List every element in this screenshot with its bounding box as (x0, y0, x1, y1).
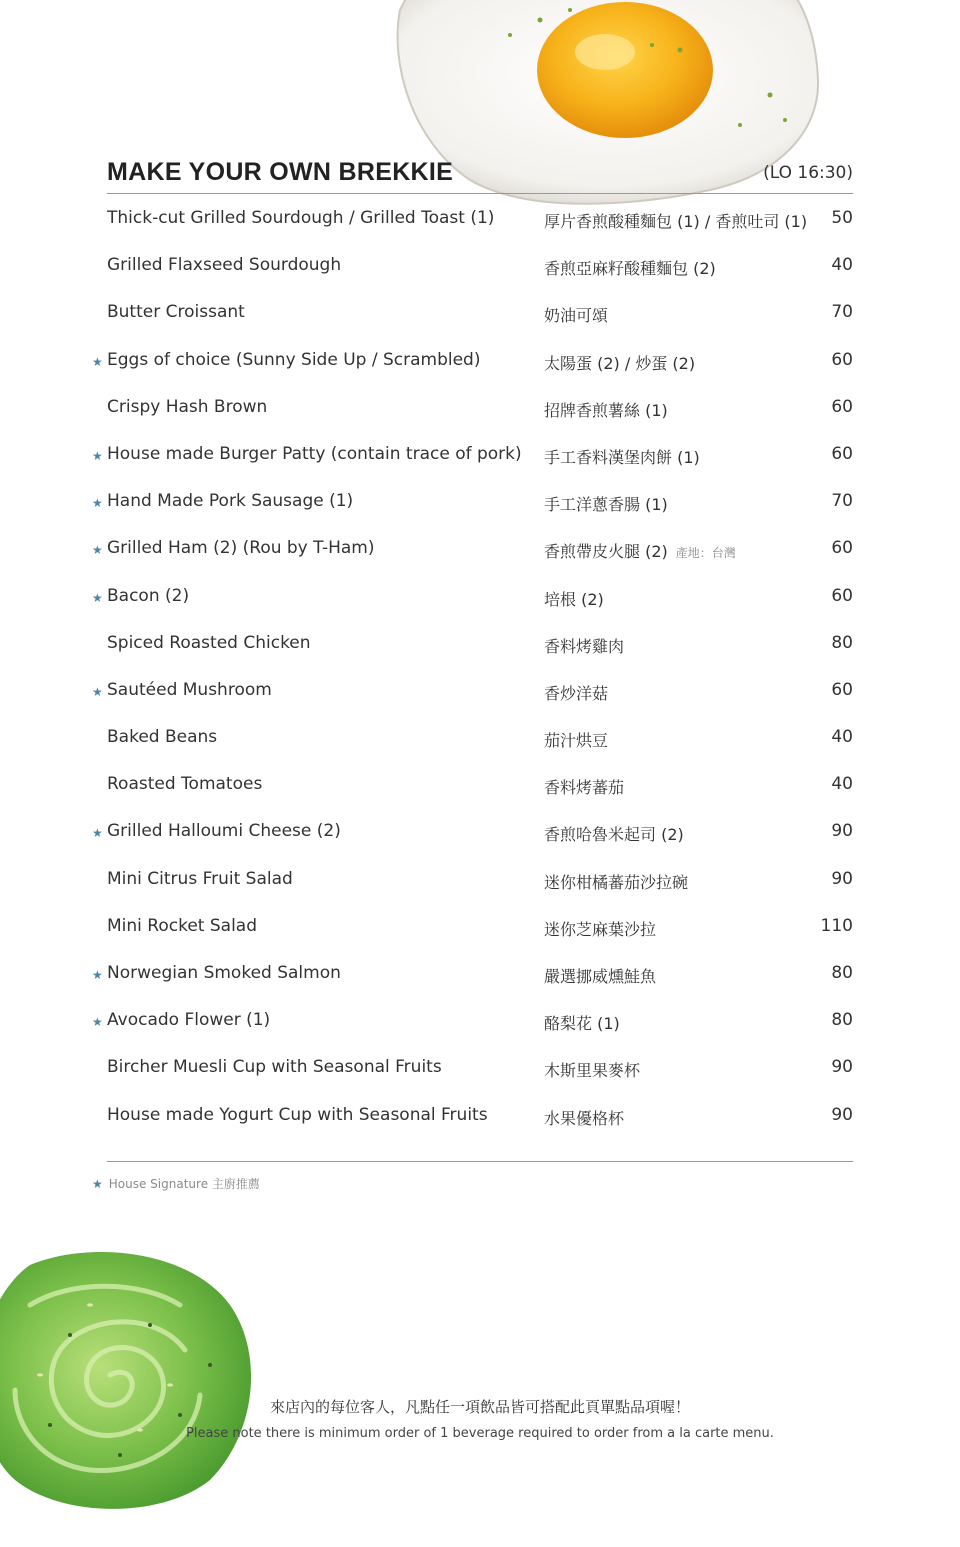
menu-item (0, 633, 960, 680)
signature-star-icon: ★ (92, 543, 103, 558)
menu-item-price: 70 (831, 491, 853, 512)
menu-list (0, 208, 960, 1152)
menu-item-name-en: Crispy Hash Brown (107, 396, 268, 417)
menu-item-name-zh-text: 香煎帶皮火腿 (2) (544, 542, 668, 562)
menu-item (0, 208, 960, 255)
menu-bottom-divider (107, 1161, 853, 1162)
menu-item-name-zh-text: 木斯里果麥杯 (544, 1061, 641, 1081)
menu-item-name-zh-text: 香煎亞麻籽酸種麵包 (2) (544, 259, 716, 279)
menu-item-name-en: Baked Beans (107, 727, 218, 748)
menu-item-name-en: Roasted Tomatoes (107, 774, 263, 795)
menu-item-name-zh-text: 培根 (2) (544, 589, 604, 609)
menu-item-price: 60 (831, 538, 853, 559)
menu-item-origin: 產地：台灣 (675, 546, 736, 561)
beverage-note-en: Please note there is minimum order of 1 beverage required to order from a la carte menu. (186, 1426, 774, 1441)
menu-item-price: 40 (831, 255, 853, 276)
menu-item-name-zh (544, 398, 668, 421)
menu-item-name-zh (544, 351, 695, 374)
menu-item-price: 60 (831, 443, 853, 464)
menu-item-name-zh-text: 迷你芝麻葉沙拉 (544, 919, 657, 939)
menu-item-price: 90 (831, 821, 853, 842)
menu-item-price: 40 (831, 774, 853, 795)
menu-item-name-zh (544, 539, 736, 562)
menu-item-name-zh-text: 手工香料漢堡肉餅 (1) (544, 447, 700, 467)
signature-star-icon: ★ (92, 448, 103, 463)
menu-item-name-en: Thick-cut Grilled Sourdough / Grilled Toast (1) (107, 208, 495, 228)
menu-item-name-zh (544, 1106, 624, 1129)
menu-item (0, 1010, 960, 1057)
menu-item-name-zh (544, 634, 624, 657)
menu-item-name-zh-text: 厚片香煎酸種麵包 (1) / 香煎吐司 (1) (544, 212, 808, 231)
menu-item-price: 90 (831, 1104, 853, 1125)
menu-item-name-en: House made Burger Patty (contain trace of pork) (107, 443, 522, 464)
signature-star-icon: ★ (92, 354, 103, 369)
menu-item-price: 50 (831, 208, 853, 228)
menu-item (0, 774, 960, 821)
menu-item-name-zh-text: 香煎哈魯米起司 (2) (544, 825, 684, 845)
menu-item-name-zh-text: 水果優格杯 (544, 1108, 625, 1128)
menu-item-price: 80 (831, 1010, 853, 1031)
menu-item-name-zh (544, 303, 608, 326)
menu-item-name-en: House made Yogurt Cup with Seasonal Fruits (107, 1104, 488, 1125)
menu-item-name-zh-text: 嚴選挪威燻鮭魚 (544, 967, 657, 986)
signature-legend-text: House Signature 主廚推薦 (108, 1177, 260, 1191)
menu-item (0, 1057, 960, 1104)
menu-item-name-zh (544, 256, 716, 279)
menu-item-name-en: Sautéed Mushroom (107, 679, 272, 700)
menu-item-name-zh-text: 奶油可頌 (544, 306, 609, 326)
menu-item-name-en: Avocado Flower (1) (107, 1010, 271, 1031)
menu-item-name-zh-text: 太陽蛋 (2) / 炒蛋 (2) (544, 353, 696, 373)
signature-star-icon: ★ (92, 496, 103, 511)
menu-item-name-zh (544, 209, 807, 232)
menu-item-price: 60 (831, 585, 853, 606)
signature-star-icon: ★ (92, 590, 103, 605)
menu-item (0, 963, 960, 1010)
menu-item-name-en: Grilled Ham (2) (Rou by T-Ham) (107, 538, 375, 559)
signature-star-icon: ★ (92, 1177, 103, 1191)
menu-item-price: 90 (831, 1057, 853, 1078)
menu-item-name-zh (544, 587, 604, 610)
menu-item-price: 60 (831, 679, 853, 700)
menu-item-name-en: Mini Citrus Fruit Salad (107, 868, 293, 889)
menu-item-price: 90 (831, 868, 853, 889)
menu-item-price: 40 (831, 727, 853, 748)
menu-item-name-en: Mini Rocket Salad (107, 915, 257, 936)
menu-item-name-zh (544, 681, 608, 704)
menu-item (0, 869, 960, 916)
menu-item (0, 821, 960, 868)
menu-item-name-en: Norwegian Smoked Salmon (107, 963, 341, 983)
menu-item-name-en: Butter Croissant (107, 302, 245, 323)
menu-item (0, 680, 960, 727)
signature-star-icon: ★ (92, 826, 103, 841)
menu-item-name-en: Bircher Muesli Cup with Seasonal Fruits (107, 1057, 442, 1078)
menu-item-name-zh (544, 1058, 640, 1081)
menu-item-name-zh (544, 728, 608, 751)
menu-item-name-zh (544, 1011, 620, 1034)
menu-item-name-zh-text: 香料烤雞肉 (544, 636, 625, 656)
page-title: MAKE YOUR OWN BREKKIE (107, 158, 454, 186)
menu-item-name-en: Hand Made Pork Sausage (1) (107, 491, 354, 512)
avocado-flower-illustration (0, 1245, 260, 1515)
beverage-note-zh: 來店內的每位客人，凡點任一項飲品皆可搭配此頁單點品項喔！ (269, 1398, 690, 1416)
menu-item (0, 255, 960, 302)
menu-item-name-zh (544, 492, 668, 515)
menu-item (0, 302, 960, 349)
menu-item-name-zh (544, 870, 688, 893)
menu-item (0, 1105, 960, 1152)
menu-item-name-zh (544, 964, 656, 987)
menu-item (0, 586, 960, 633)
menu-item (0, 350, 960, 397)
menu-item (0, 444, 960, 491)
menu-item-name-zh (544, 775, 624, 798)
menu-item-name-zh-text: 香炒洋菇 (544, 683, 609, 703)
menu-item-name-en: Spiced Roasted Chicken (107, 632, 311, 653)
signature-legend (92, 1175, 260, 1192)
signature-star-icon: ★ (92, 968, 103, 982)
menu-item-price: 80 (831, 632, 853, 653)
menu-item (0, 538, 960, 585)
menu-item-name-zh (544, 917, 656, 940)
menu-item-name-zh (544, 822, 684, 845)
menu-item (0, 916, 960, 963)
menu-item-name-en: Grilled Flaxseed Sourdough (107, 255, 342, 276)
signature-star-icon: ★ (92, 684, 103, 699)
menu-item-name-zh-text: 招牌香煎薯絲 (1) (544, 400, 668, 420)
menu-item-name-zh-text: 迷你柑橘蕃茄沙拉碗 (544, 872, 689, 892)
menu-item-price: 70 (831, 302, 853, 323)
menu-item-name-zh-text: 手工洋蔥香腸 (1) (544, 495, 668, 515)
menu-item-name-en: Grilled Halloumi Cheese (2) (107, 821, 341, 842)
menu-item (0, 491, 960, 538)
menu-item (0, 397, 960, 444)
menu-item-name-en: Eggs of choice (Sunny Side Up / Scrambled) (107, 349, 481, 370)
menu-item-price: 80 (831, 963, 853, 983)
menu-item-name-zh-text: 酪梨花 (1) (544, 1014, 620, 1034)
last-order-time: (LO 16:30) (763, 163, 853, 183)
menu-item-name-zh-text: 香料烤蕃茄 (544, 778, 625, 798)
menu-item-name-en: Bacon (2) (107, 585, 190, 606)
menu-item (0, 727, 960, 774)
menu-item-price: 110 (820, 915, 853, 936)
menu-item-name-zh (544, 445, 700, 468)
signature-star-icon: ★ (92, 1015, 103, 1030)
title-divider (107, 193, 853, 194)
menu-item-name-zh-text: 茄汁烘豆 (544, 731, 609, 751)
menu-item-price: 60 (831, 349, 853, 370)
menu-item-price: 60 (831, 396, 853, 417)
